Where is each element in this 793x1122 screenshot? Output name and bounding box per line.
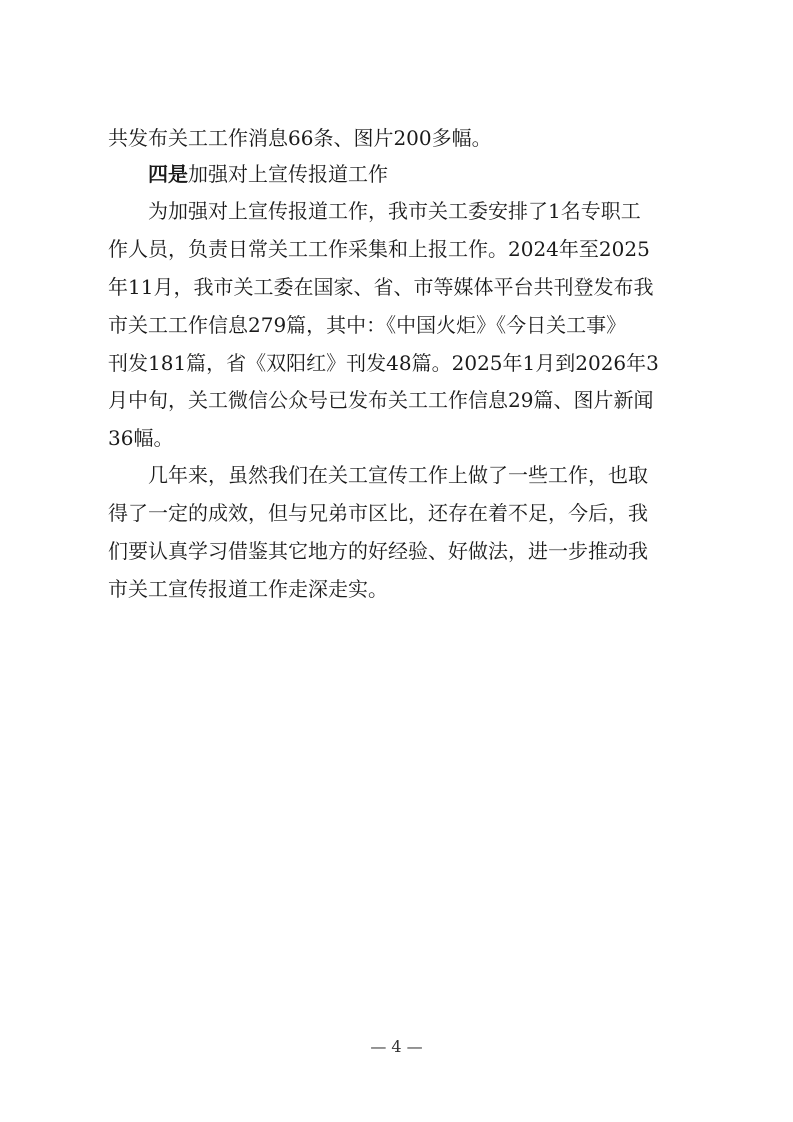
- paragraph-line: 市关工工作信息279篇，其中：《中国火炬》《今日关工事》: [108, 313, 627, 337]
- paragraph-line: 作人员，负责日常关工工作采集和上报工作。2024年至2025: [108, 237, 650, 261]
- paragraph-line: 为加强对上宣传报道工作，我市关工委安排了1名专职工: [148, 199, 641, 223]
- paragraph-line: 36幅。: [108, 426, 174, 450]
- section-heading: [148, 160, 688, 188]
- section-heading-bold: 四是: [148, 162, 188, 186]
- paragraph-line: 共发布关工工作消息66条、图片200多幅。: [108, 126, 492, 150]
- paragraph-line: 得了一定的成效，但与兄弟市区比，还存在着不足，今后，我: [108, 501, 648, 525]
- paragraph-line: 月中旬，关工微信公众号已发布关工工作信息29篇、图片新闻: [108, 388, 654, 412]
- paragraph-line: 们要认真学习借鉴其它地方的好经验、好做法，进一步推动我: [108, 539, 648, 563]
- paragraph-line: 年11月，我市关工委在国家、省、市等媒体平台共刊登发布我: [108, 275, 654, 299]
- paragraph-line: 市关工宣传报道工作走深走实。: [108, 577, 388, 601]
- section-heading-text: 加强对上宣传报道工作: [188, 162, 388, 186]
- paragraph-line: 刊发181篇，省《双阳红》刊发48篇。2025年1月到2026年3: [108, 351, 659, 375]
- paragraph-line: 几年来，虽然我们在关工宣传工作上做了一些工作，也取: [148, 463, 648, 487]
- page-number: — 4 —: [370, 1037, 423, 1056]
